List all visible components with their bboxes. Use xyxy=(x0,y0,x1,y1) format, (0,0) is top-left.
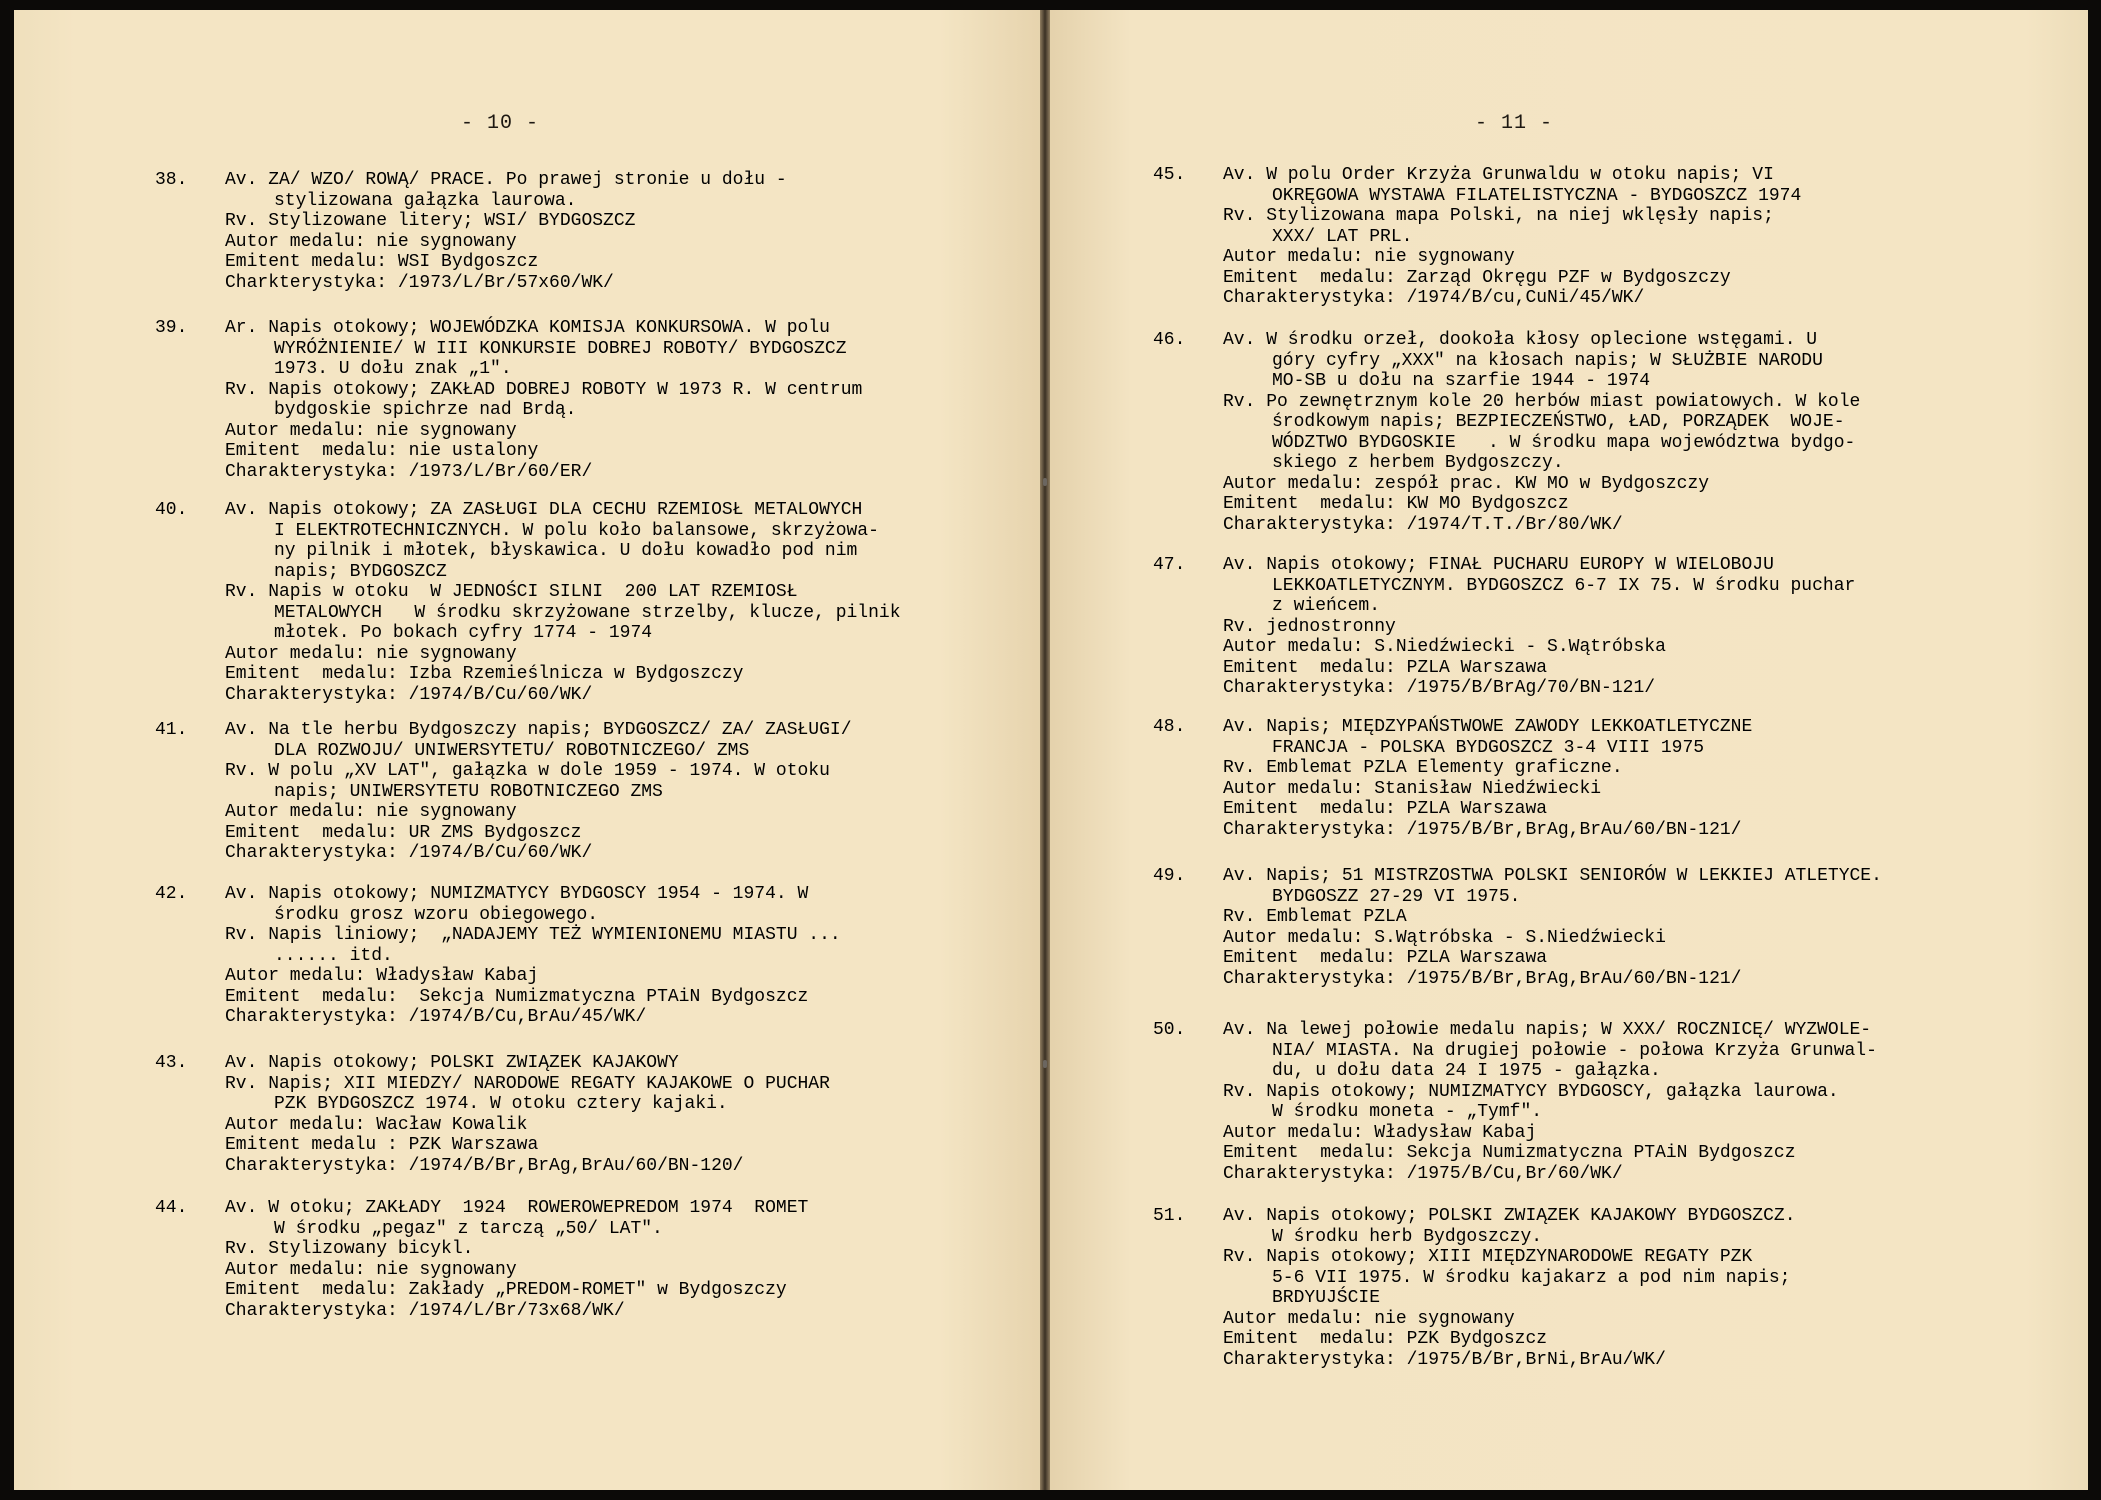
catalogue-entry xyxy=(1153,717,1752,840)
entry-line: Emitent medalu: Izba Rzemieślnicza w Bydgoszczy xyxy=(225,664,744,684)
entry-line: 1973. U dołu znak „1". xyxy=(274,359,512,379)
entry-line: DLA ROZWOJU/ UNIWERSYTETU/ ROBOTNICZEGO/ ZMS xyxy=(274,740,750,761)
entry-line: z wieńcem. xyxy=(1272,596,1381,616)
entry-line: OKRĘGOWA WYSTAWA FILATELISTYCZNA - BYDGOSZCZ 1974 xyxy=(1272,185,1802,206)
entry-line: Charakterystyka: /1975/B/Br,BrNi,BrAu/WK/ xyxy=(1223,1349,1666,1370)
entry-line: WYRÓŻNIENIE/ W III KONKURSIE DOBREJ ROBOTY/ BYDGOSZCZ xyxy=(274,338,847,359)
entry-text xyxy=(1223,1206,1796,1370)
entry-number: 45. xyxy=(1153,165,1186,185)
entry-line: Charakterystyka: /1975/B/BrAg/70/BN-121/ xyxy=(1223,678,1656,698)
entry-line: Emitent medalu: PZLA Warszawa xyxy=(1223,799,1548,819)
entry-line: Autor medalu: nie sygnowany xyxy=(1223,1308,1515,1329)
entry-line: Charakterystyka: /1974/B/Cu,BrAu/45/WK/ xyxy=(225,1007,647,1027)
entry-line: Rv. Napis otokowy; ZAKŁAD DOBREJ ROBOTY W 1973 R. W centrum xyxy=(225,379,863,400)
entry-line: Rv. Napis otokowy; NUMIZMATYCY BYDGOSCY, gałązka laurowa. xyxy=(1223,1081,1839,1102)
entry-line: Rv. Napis w otoku W JEDNOŚCI SILNI 200 LAT RZEMIOSŁ xyxy=(225,582,798,602)
entry-line: Av. Na tle herbu Bydgoszczy napis; BYDGOSZCZ/ ZA/ ZASŁUGI/ xyxy=(225,720,852,740)
entry-line: Rv. W polu „XV LAT", gałązka w dole 1959 - 1974. W otoku xyxy=(225,761,830,781)
entry-line: Charakterystyka: /1974/B/Br,BrAg,BrAu/60/BN-120/ xyxy=(225,1155,744,1176)
entry-line: Charakterystyka: /1975/B/Br,BrAg,BrAu/60/BN-121/ xyxy=(1223,819,1742,840)
entry-number: 50. xyxy=(1153,1020,1186,1040)
catalogue-entry xyxy=(1153,1206,1796,1370)
entry-line: Autor medalu: Władysław Kabaj xyxy=(1223,1122,1537,1143)
entry-number: 51. xyxy=(1153,1206,1186,1226)
entry-text xyxy=(225,318,862,482)
entry-line: W środku herb Bydgoszczy. xyxy=(1272,1226,1543,1247)
entry-line: WÓDZTWO BYDGOSKIE . W środku mapa województwa bydgo- xyxy=(1272,432,1856,453)
catalogue-entry xyxy=(155,170,787,293)
entry-line: 5-6 VII 1975. W środku kajakarz a pod nim napis; xyxy=(1272,1267,1791,1288)
entry-line: napis; BYDGOSZCZ xyxy=(274,561,447,582)
entry-text xyxy=(1223,1020,1877,1184)
entry-number: 41. xyxy=(155,720,188,740)
entry-number: 49. xyxy=(1153,866,1186,886)
entry-line: Autor medalu: nie sygnowany xyxy=(225,420,517,441)
entry-line: W środku „pegaz" z tarczą „50/ LAT". xyxy=(274,1218,663,1239)
book-gutter xyxy=(1040,10,1050,1490)
entry-line: Rv. Napis liniowy; „NADAJEMY TEŻ WYMIENIONEMU MIASTU ... xyxy=(225,925,841,945)
entry-line: Autor medalu: S.Niedźwiecki - S.Wątróbska xyxy=(1223,637,1666,657)
entry-text xyxy=(225,1053,830,1176)
entry-line: Av. Napis; MIĘDZYPAŃSTWOWE ZAWODY LEKKOATLETYCZNE xyxy=(1223,717,1753,737)
staple-icon xyxy=(1043,1060,1047,1068)
entry-line: XXX/ LAT PRL. xyxy=(1272,226,1413,247)
entry-line: środkowym napis; BEZPIECZEŃSTWO, ŁAD, PORZĄDEK WOJE- xyxy=(1272,412,1845,432)
entry-line: Rv. Po zewnętrznym kole 20 herbów miast powiatowych. W kole xyxy=(1223,391,1861,412)
entry-line: Emitent medalu: nie ustalony xyxy=(225,441,539,461)
entry-line: NIA/ MIASTA. Na drugiej połowie - połowa Krzyża Grunwal- xyxy=(1272,1040,1877,1061)
entry-line: PZK BYDGOSZCZ 1974. W otoku cztery kajaki. xyxy=(274,1094,728,1114)
entry-line: ny pilnik i młotek, błyskawica. U dołu kowadło pod nim xyxy=(274,541,858,561)
entry-text xyxy=(1223,866,1882,989)
entry-text xyxy=(225,884,841,1028)
entry-line: Charakterystyka: /1974/L/Br/73x68/WK/ xyxy=(225,1300,625,1321)
entry-line: Av. Napis otokowy; NUMIZMATYCY BYDGOSCY 1954 - 1974. W xyxy=(225,884,809,904)
entry-number: 38. xyxy=(155,170,188,190)
entry-line: Emitent medalu: Zakłady „PREDOM-ROMET" w Bydgoszczy xyxy=(225,1280,787,1300)
entry-line: Charakterystyka: /1974/T.T./Br/80/WK/ xyxy=(1223,514,1623,535)
entry-line: Charakterystyka: /1975/B/Br,BrAg,BrAu/60/BN-121/ xyxy=(1223,968,1742,989)
entry-line: Rv. Napis; XII MIEDZY/ NARODOWE REGATY KAJAKOWE O PUCHAR xyxy=(225,1073,830,1094)
entry-line: MO-SB u dołu na szarfie 1944 - 1974 xyxy=(1272,371,1651,391)
catalogue-entry xyxy=(155,720,852,864)
entry-line: młotek. Po bokach cyfry 1774 - 1974 xyxy=(274,623,653,643)
entry-line: ...... itd. xyxy=(274,945,393,966)
entry-line: Av. W otoku; ZAKŁADY 1924 ROWEROWEPREDOM 1974 ROMET xyxy=(225,1198,809,1218)
entry-line: stylizowana gałązka laurowa. xyxy=(274,190,577,211)
entry-number: 47. xyxy=(1153,555,1186,575)
entry-line: góry cyfry „XXX" na kłosach napis; W SŁUŻBIE NARODU xyxy=(1272,350,1823,371)
entry-line: Rv. Napis otokowy; XIII MIĘDZYNARODOWE REGATY PZK xyxy=(1223,1247,1753,1267)
catalogue-entry xyxy=(155,884,841,1028)
page-number: - 10 - xyxy=(461,112,540,135)
entry-line: Emitent medalu: WSI Bydgoszcz xyxy=(225,252,539,272)
entry-line: napis; UNIWERSYTETU ROBOTNICZEGO ZMS xyxy=(274,781,663,802)
entry-line: Charakterystyka: /1974/B/Cu/60/WK/ xyxy=(225,684,593,705)
entry-line: Emitent medalu: UR ZMS Bydgoszcz xyxy=(225,822,582,843)
catalogue-entry xyxy=(155,1198,808,1321)
entry-line: Av. Na lewej połowie medalu napis; W XXX/ ROCZNICĘ/ WYZWOLE- xyxy=(1223,1020,1872,1040)
entry-line: BYDGOSZZ 27-29 VI 1975. xyxy=(1272,886,1521,907)
entry-line: Autor medalu: nie sygnowany xyxy=(225,802,517,822)
entry-line: Rv. jednostronny xyxy=(1223,616,1396,637)
entry-line: Av. W środku orzeł, dookoła kłosy oplecione wstęgami. U xyxy=(1223,330,1818,350)
entry-number: 46. xyxy=(1153,330,1186,350)
entry-line: BRDYUJŚCIE xyxy=(1272,1288,1381,1308)
entry-line: Rv. Emblemat PZLA Elementy graficzne. xyxy=(1223,758,1623,778)
catalogue-entry xyxy=(155,1053,830,1176)
entry-line: środku grosz wzoru obiegowego. xyxy=(274,904,599,925)
entry-line: Av. ZA/ WZO/ ROWĄ/ PRACE. Po prawej stronie u dołu - xyxy=(225,170,787,190)
catalogue-entry xyxy=(155,318,862,482)
page-number: - 11 - xyxy=(1475,112,1554,135)
entry-text xyxy=(225,500,901,705)
entry-line: Autor medalu: nie sygnowany xyxy=(225,1259,517,1280)
entry-line: Emitent medalu: KW MO Bydgoszcz xyxy=(1223,494,1569,514)
catalogue-entry xyxy=(1153,1020,1877,1184)
entry-text xyxy=(225,720,852,864)
entry-line: skiego z herbem Bydgoszczy. xyxy=(1272,453,1564,473)
entry-line: Charakterystyka: /1974/B/Cu/60/WK/ xyxy=(225,843,593,863)
entry-line: Emitent medalu: PZLA Warszawa xyxy=(1223,657,1548,678)
entry-line: Autor medalu: nie sygnowany xyxy=(225,643,517,664)
entry-line: Av. Napis otokowy; ZA ZASŁUGI DLA CECHU RZEMIOSŁ METALOWYCH xyxy=(225,500,863,520)
entry-line: Charakterystyka: /1974/B/cu,CuNi/45/WK/ xyxy=(1223,288,1645,308)
entry-line: Charakterystyka: /1973/L/Br/60/ER/ xyxy=(225,461,593,482)
entry-number: 42. xyxy=(155,884,188,904)
entry-line: Av. Napis otokowy; FINAŁ PUCHARU EUROPY W WIELOBOJU xyxy=(1223,555,1774,575)
entry-line: Emitent medalu: Sekcja Numizmatyczna PTAiN Bydgoszcz xyxy=(225,986,809,1007)
entry-line: Rv. Stylizowana mapa Polski, na niej wklęsły napis; xyxy=(1223,206,1774,226)
entry-line: Emitent medalu: PZK Bydgoszcz xyxy=(1223,1329,1548,1349)
entry-number: 48. xyxy=(1153,717,1186,737)
entry-text xyxy=(1223,330,1860,535)
entry-line: Ar. Napis otokowy; WOJEWÓDZKA KOMISJA KONKURSOWA. W polu xyxy=(225,318,830,338)
entry-line: Autor medalu: zespół prac. KW MO w Bydgoszczy xyxy=(1223,473,1710,494)
entry-line: Av. W polu Order Krzyża Grunwaldu w otoku napis; VI xyxy=(1223,165,1774,185)
entry-line: Charakterystyka: /1975/B/Cu,Br/60/WK/ xyxy=(1223,1163,1623,1184)
entry-text xyxy=(1223,717,1752,840)
entry-line: Av. Napis otokowy; POLSKI ZWIĄZEK KAJAKOWY xyxy=(225,1053,679,1073)
entry-line: Av. Napis otokowy; POLSKI ZWIĄZEK KAJAKOWY BYDGOSZCZ. xyxy=(1223,1206,1796,1226)
catalogue-entry xyxy=(1153,555,1855,699)
entry-line: Autor medalu: S.Wątróbska - S.Niedźwiecki xyxy=(1223,927,1666,948)
entry-line: Emitent medalu : PZK Warszawa xyxy=(225,1135,539,1155)
entry-text xyxy=(225,1198,808,1321)
entry-line: Autor medalu: nie sygnowany xyxy=(225,231,517,252)
entry-line: W środku moneta - „Tymf". xyxy=(1272,1102,1543,1122)
entry-line: Autor medalu: Wacław Kowalik xyxy=(225,1114,528,1135)
entry-line: Rv. Stylizowany bicykl. xyxy=(225,1239,474,1259)
entry-line: Autor medalu: Stanisław Niedźwiecki xyxy=(1223,778,1602,799)
entry-text xyxy=(225,170,787,293)
entry-line: Charkterystyka: /1973/L/Br/57x60/WK/ xyxy=(225,272,614,293)
entry-text xyxy=(1223,555,1855,699)
entry-line: LEKKOATLETYCZNYM. BYDGOSZCZ 6-7 IX 75. W środku puchar xyxy=(1272,575,1856,596)
catalogue-entry xyxy=(1153,165,1801,309)
catalogue-entry xyxy=(1153,330,1860,535)
entry-line: METALOWYCH W środku skrzyżowane strzelby, klucze, pilnik xyxy=(274,602,901,623)
entry-line: Av. Napis; 51 MISTRZOSTWA POLSKI SENIORÓW W LEKKIEJ ATLETYCE. xyxy=(1223,866,1882,886)
entry-line: Emitent medalu: Sekcja Numizmatyczna PTAiN Bydgoszcz xyxy=(1223,1143,1796,1163)
entry-line: Rv. Emblemat PZLA xyxy=(1223,907,1407,927)
entry-line: FRANCJA - POLSKA BYDGOSZCZ 3-4 VIII 1975 xyxy=(1272,737,1705,758)
entry-number: 43. xyxy=(155,1053,188,1073)
catalogue-entry xyxy=(155,500,901,705)
entry-text xyxy=(1223,165,1801,309)
entry-number: 40. xyxy=(155,500,188,520)
entry-line: I ELEKTROTECHNICZNYCH. W polu koło balansowe, skrzyżowa- xyxy=(274,520,879,541)
entry-line: Autor medalu: Władysław Kabaj xyxy=(225,966,539,986)
entry-line: du, u dołu data 24 I 1975 - gałązka. xyxy=(1272,1061,1661,1081)
entry-line: Emitent medalu: Zarząd Okręgu PZF w Bydgoszczy xyxy=(1223,267,1731,288)
entry-line: Emitent medalu: PZLA Warszawa xyxy=(1223,948,1548,968)
entry-line: Autor medalu: nie sygnowany xyxy=(1223,247,1515,267)
entry-line: Rv. Stylizowane litery; WSI/ BYDGOSZCZ xyxy=(225,211,636,231)
entry-number: 39. xyxy=(155,318,188,338)
catalogue-entry xyxy=(1153,866,1882,989)
staple-icon xyxy=(1043,478,1047,486)
entry-number: 44. xyxy=(155,1198,188,1218)
entry-line: bydgoskie spichrze nad Brdą. xyxy=(274,400,577,420)
